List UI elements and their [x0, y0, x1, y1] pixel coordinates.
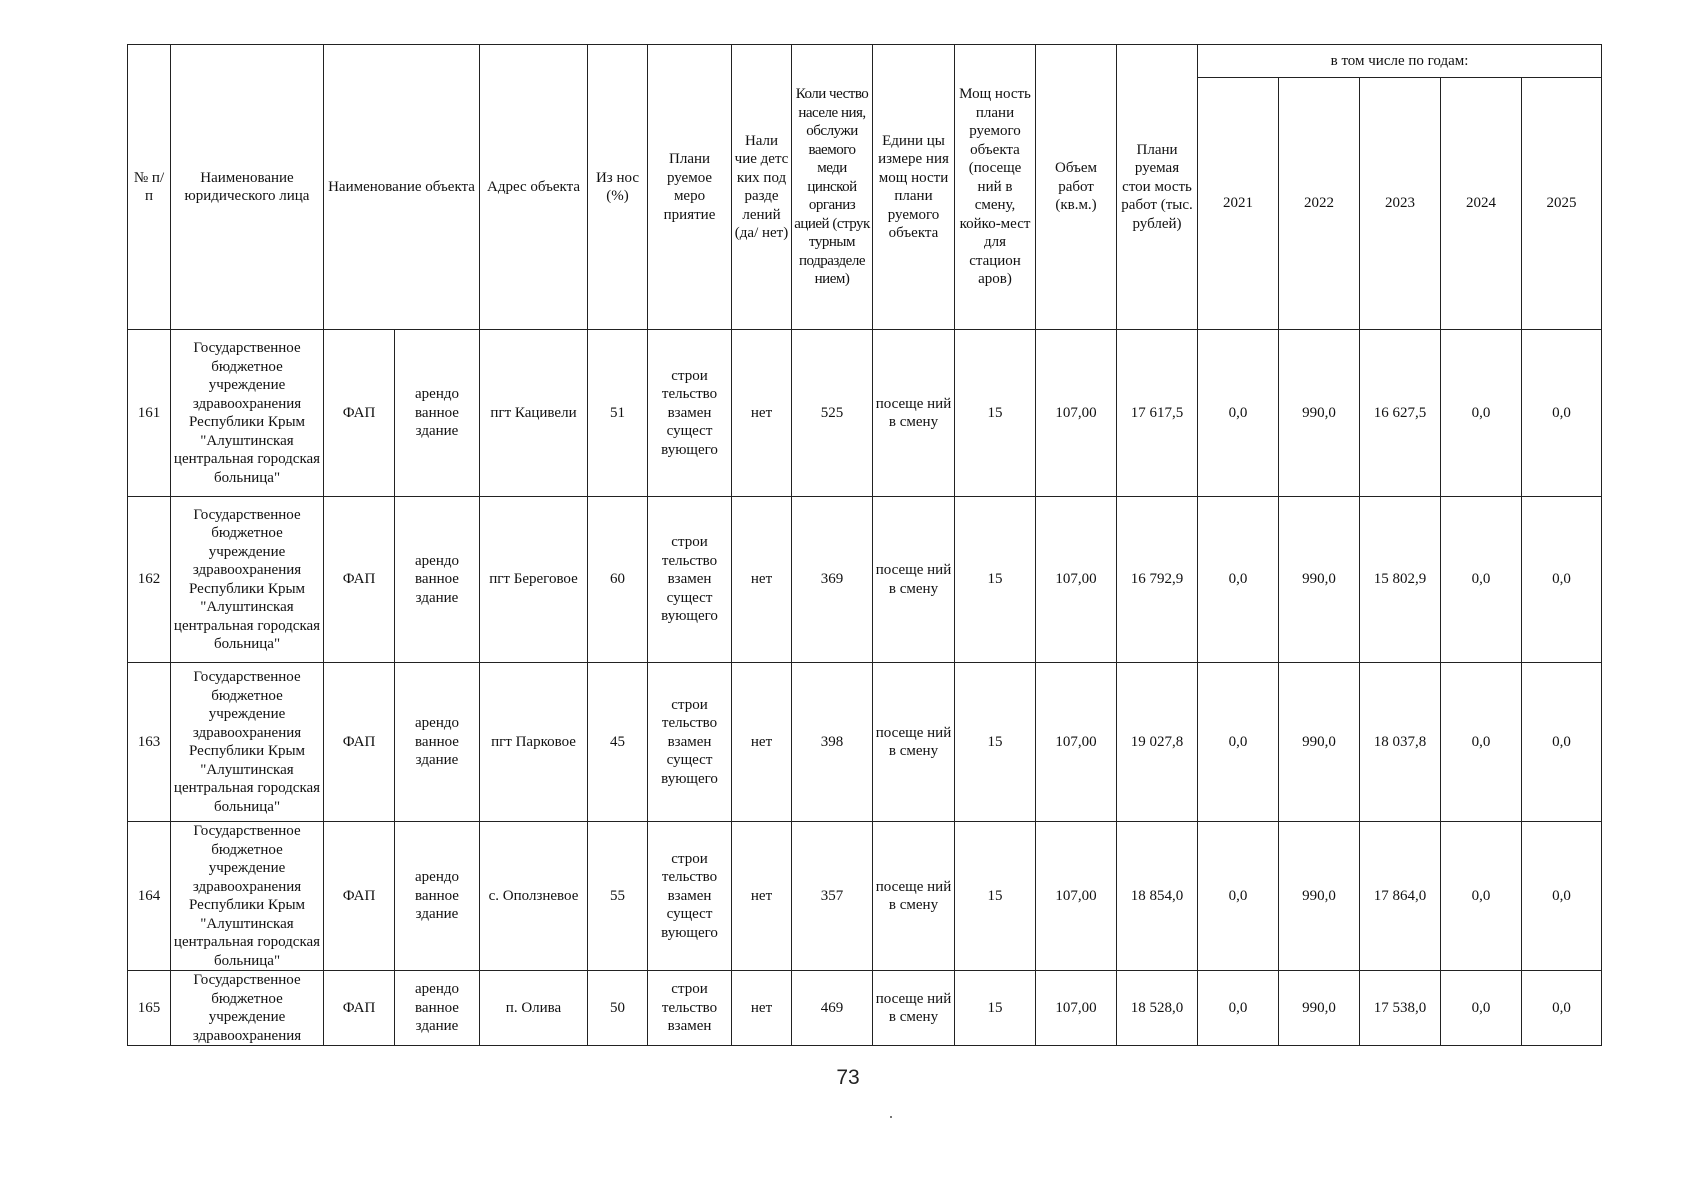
row-population: 357 — [792, 822, 873, 971]
row-measure: строи тельство взамен сущест вующего — [648, 330, 732, 497]
row-volume: 107,00 — [1036, 822, 1117, 971]
table-row — [128, 822, 1602, 971]
row-year-value: 0,0 — [1522, 497, 1602, 663]
row-children: нет — [732, 330, 792, 497]
row-cost: 16 792,9 — [1117, 497, 1198, 663]
row-cost: 19 027,8 — [1117, 663, 1198, 822]
row-units: посеще ний в смену — [873, 330, 955, 497]
row-object-type: ФАП — [324, 497, 395, 663]
row-wear: 50 — [588, 971, 648, 1046]
row-num: 162 — [128, 497, 171, 663]
row-year-value: 0,0 — [1522, 971, 1602, 1046]
facilities-table — [127, 44, 1602, 1046]
row-num: 165 — [128, 971, 171, 1046]
row-year-value: 0,0 — [1441, 971, 1522, 1046]
row-year-value: 0,0 — [1441, 497, 1522, 663]
row-wear: 45 — [588, 663, 648, 822]
row-year-value: 0,0 — [1441, 330, 1522, 497]
row-measure: строи тельство взамен сущест вующего — [648, 663, 732, 822]
row-legal-name: Государственное бюджетное учреждение здравоохранения Республики Крым "Алуштинская центральная городская больница" — [171, 663, 324, 822]
row-units: посеще ний в смену — [873, 497, 955, 663]
row-year-value: 0,0 — [1198, 330, 1279, 497]
row-year-value: 0,0 — [1198, 663, 1279, 822]
row-capacity: 15 — [955, 971, 1036, 1046]
row-wear: 51 — [588, 330, 648, 497]
row-num: 164 — [128, 822, 171, 971]
row-units: посеще ний в смену — [873, 663, 955, 822]
row-address: пгт Береговое — [480, 497, 588, 663]
row-legal-name: Государственное бюджетное учреждение здравоохранения Республики Крым "Алуштинская центральная городская больница" — [171, 497, 324, 663]
row-year-value: 0,0 — [1198, 971, 1279, 1046]
table-row — [128, 971, 1602, 1046]
row-address: пгт Парковое — [480, 663, 588, 822]
row-capacity: 15 — [955, 497, 1036, 663]
row-capacity: 15 — [955, 822, 1036, 971]
row-children: нет — [732, 497, 792, 663]
row-year-value: 18 037,8 — [1360, 663, 1441, 822]
row-object-type: ФАП — [324, 822, 395, 971]
row-object-kind: арендо ванное здание — [395, 971, 480, 1046]
row-cost: 18 854,0 — [1117, 822, 1198, 971]
row-measure: строи тельство взамен сущест вующего — [648, 497, 732, 663]
row-children: нет — [732, 663, 792, 822]
row-object-kind: арендо ванное здание — [395, 330, 480, 497]
row-cost: 17 617,5 — [1117, 330, 1198, 497]
row-children: нет — [732, 822, 792, 971]
row-year-value: 0,0 — [1522, 330, 1602, 497]
row-units: посеще ний в смену — [873, 971, 955, 1046]
row-num: 161 — [128, 330, 171, 497]
header-year: 2021 — [1198, 78, 1279, 330]
row-capacity: 15 — [955, 330, 1036, 497]
header-units: Едини цы измере ния мощ ности плани руемого объекта — [873, 45, 955, 330]
row-address: п. Олива — [480, 971, 588, 1046]
header-year: 2025 — [1522, 78, 1602, 330]
row-object-kind: арендо ванное здание — [395, 663, 480, 822]
row-year-value: 17 538,0 — [1360, 971, 1441, 1046]
header-year: 2023 — [1360, 78, 1441, 330]
row-volume: 107,00 — [1036, 330, 1117, 497]
row-object-type: ФАП — [324, 330, 395, 497]
row-legal-name: Государственное бюджетное учреждение здравоохранения — [171, 971, 324, 1046]
header-cost: Плани руемая стои мость работ (тыс. рублей) — [1117, 45, 1198, 330]
row-population: 469 — [792, 971, 873, 1046]
row-volume: 107,00 — [1036, 497, 1117, 663]
header-population: Коли чество населе ния, обслужи ваемого меди цинской организ ацией (струк турным подразделе нием) — [792, 45, 873, 330]
table-row — [128, 330, 1602, 497]
row-year-value: 0,0 — [1198, 822, 1279, 971]
row-cost: 18 528,0 — [1117, 971, 1198, 1046]
row-year-value: 990,0 — [1279, 971, 1360, 1046]
row-year-value: 15 802,9 — [1360, 497, 1441, 663]
header-year: 2024 — [1441, 78, 1522, 330]
row-year-value: 0,0 — [1522, 822, 1602, 971]
row-object-kind: арендо ванное здание — [395, 822, 480, 971]
scan-dot — [890, 1116, 892, 1118]
row-year-value: 0,0 — [1441, 822, 1522, 971]
row-year-value: 0,0 — [1522, 663, 1602, 822]
header-wear: Из нос (%) — [588, 45, 648, 330]
row-year-value: 990,0 — [1279, 822, 1360, 971]
row-year-value: 990,0 — [1279, 330, 1360, 497]
row-population: 369 — [792, 497, 873, 663]
row-volume: 107,00 — [1036, 663, 1117, 822]
row-object-kind: арендо ванное здание — [395, 497, 480, 663]
table-row — [128, 663, 1602, 822]
header-object-name: Наименование объекта — [324, 45, 480, 330]
row-object-type: ФАП — [324, 971, 395, 1046]
page-number: 73 — [836, 1066, 860, 1089]
row-address: пгт Кацивели — [480, 330, 588, 497]
row-children: нет — [732, 971, 792, 1046]
row-legal-name: Государственное бюджетное учреждение здравоохранения Республики Крым "Алуштинская центральная городская больница" — [171, 330, 324, 497]
header-num: № п/п — [128, 45, 171, 330]
row-year-value: 0,0 — [1441, 663, 1522, 822]
row-volume: 107,00 — [1036, 971, 1117, 1046]
row-year-value: 990,0 — [1279, 663, 1360, 822]
row-address: с. Оползневое — [480, 822, 588, 971]
row-year-value: 990,0 — [1279, 497, 1360, 663]
row-year-value: 17 864,0 — [1360, 822, 1441, 971]
header-address: Адрес объекта — [480, 45, 588, 330]
row-year-value: 16 627,5 — [1360, 330, 1441, 497]
table-row — [128, 497, 1602, 663]
row-object-type: ФАП — [324, 663, 395, 822]
row-measure: строи тельство взамен — [648, 971, 732, 1046]
row-year-value: 0,0 — [1198, 497, 1279, 663]
header-by-years: в том числе по годам: — [1198, 45, 1602, 78]
header-children: Нали чие детс ких под разде лений (да/ нет) — [732, 45, 792, 330]
header-row — [128, 45, 1602, 78]
header-capacity: Мощ ность плани руемого объекта (посеще ний в смену, койко-мест для стацион аров) — [955, 45, 1036, 330]
row-population: 525 — [792, 330, 873, 497]
header-volume: Объем работ (кв.м.) — [1036, 45, 1117, 330]
row-measure: строи тельство взамен сущест вующего — [648, 822, 732, 971]
row-wear: 55 — [588, 822, 648, 971]
row-population: 398 — [792, 663, 873, 822]
row-units: посеще ний в смену — [873, 822, 955, 971]
row-legal-name: Государственное бюджетное учреждение здравоохранения Республики Крым "Алуштинская центральная городская больница" — [171, 822, 324, 971]
header-year: 2022 — [1279, 78, 1360, 330]
header-measure: Плани руемое меро приятие — [648, 45, 732, 330]
row-num: 163 — [128, 663, 171, 822]
row-capacity: 15 — [955, 663, 1036, 822]
header-legal-name: Наименование юридического лица — [171, 45, 324, 330]
row-wear: 60 — [588, 497, 648, 663]
